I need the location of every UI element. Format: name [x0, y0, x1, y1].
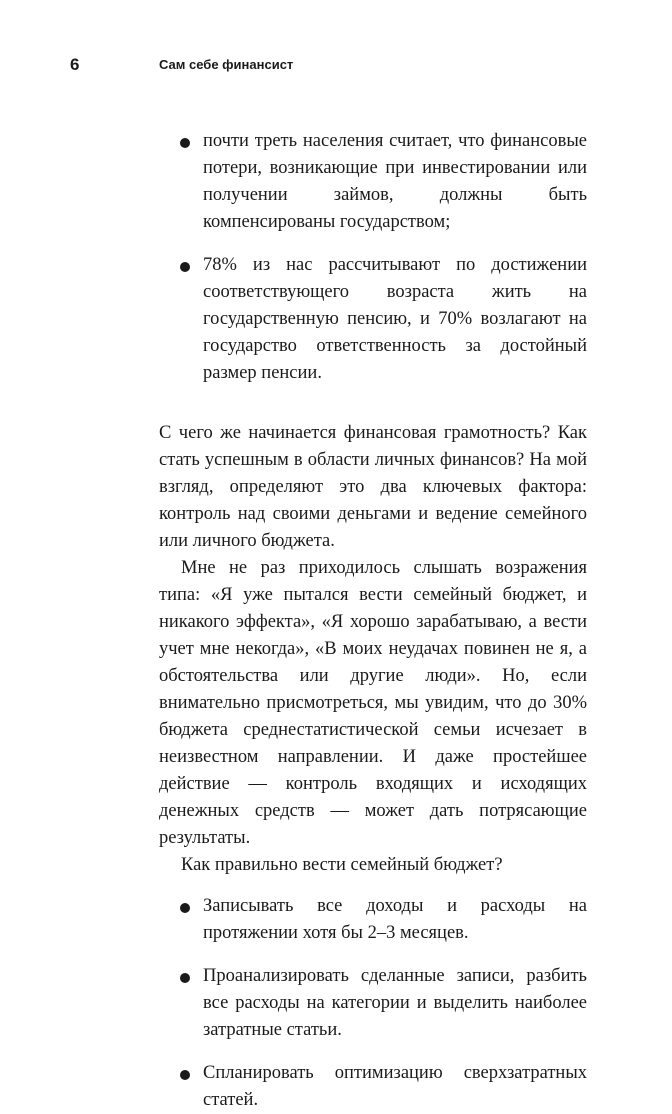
bullet-icon [180, 262, 190, 272]
paragraph-financial-literacy: С чего же начинается финансовая грамотность? Как стать успешным в области личных финансов? На мой взгляд, определяют это два ключевых фактора: контроль над своими деньгами и ведение семейного или личного бюджета. [159, 423, 587, 551]
list-item-text: почти треть населения считает, что финансовые потери, возникающие при инвестировании или получении займов, должны быть компенсированы государством; [203, 131, 587, 232]
page-header [0, 55, 672, 79]
list-item [159, 893, 587, 947]
budget-steps-list [159, 893, 587, 1114]
bullet-icon [180, 973, 190, 983]
running-title: Сам себе финансист [159, 57, 294, 72]
bullet-icon [180, 1070, 190, 1080]
page-body [159, 128, 587, 1114]
list-item-text: 78% из нас рассчитывают по достижении соответствующего возраста жить на государственную пенсию, и 70% возлагают на государство ответственность за достойный размер пенсии. [203, 255, 587, 383]
list-item [159, 252, 587, 387]
list-item [159, 1060, 587, 1114]
list-item [159, 963, 587, 1044]
list-item [159, 128, 587, 236]
statistics-list [159, 128, 587, 387]
list-item-text: Записывать все доходы и расходы на протяжении хотя бы 2–3 месяцев. [203, 896, 587, 943]
page-number: 6 [70, 55, 80, 74]
paragraph-question: Как правильно вести семейный бюджет? [181, 855, 503, 875]
bullet-icon [180, 138, 190, 148]
bullet-icon [180, 903, 190, 913]
list-item-text: Проанализировать сделанные записи, разбить все расходы на категории и выделить наиболее затратные статьи. [203, 966, 587, 1040]
paragraph-objections: Мне не раз приходилось слышать возражения типа: «Я уже пытался вести семейный бюджет, и никакого эффекта», «Я хорошо зарабатываю, а вести учет мне некогда», «В моих неудачах повинен не я, а обстоятельства или другие люди». Но, если внимательно присмотреться, мы увидим, что до 30% бюджета среднестатистической семьи исчезает в неизвестном направлении. И даже простейшее действие — контроль входящих и исходящих денежных средств — может дать потрясающие результаты. [159, 558, 587, 848]
list-item-text: Спланировать оптимизацию сверхзатратных статей. [203, 1063, 587, 1110]
